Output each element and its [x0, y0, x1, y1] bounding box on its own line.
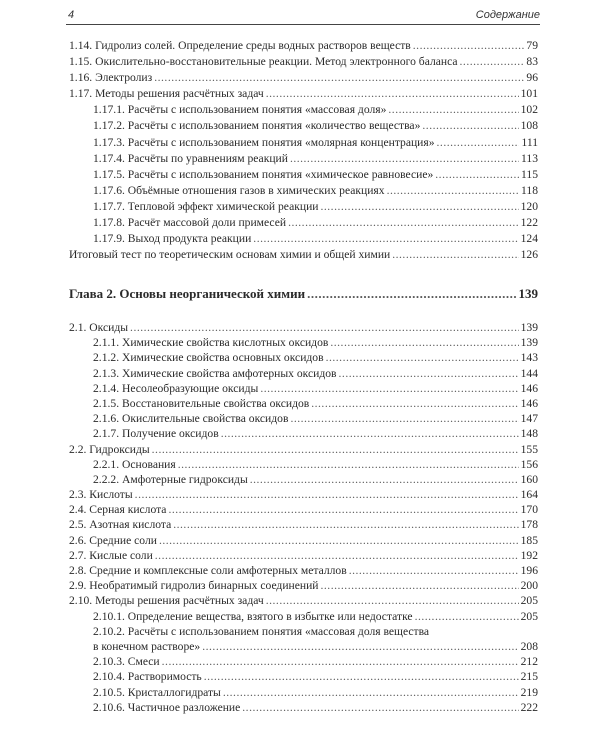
entry-title: 2.1.6. Окислительные свойства оксидов: [93, 412, 289, 426]
entry-title: 2.10.5. Кристаллогидраты: [93, 685, 221, 699]
toc-entry[interactable]: [69, 54, 538, 70]
toc-entry[interactable]: [69, 350, 538, 365]
entry-page: 96: [526, 71, 538, 85]
entry-title: 2.4. Серная кислота: [69, 503, 167, 517]
dot-leader: [242, 700, 518, 715]
toc-entry[interactable]: [69, 472, 538, 487]
entry-page: 178: [520, 518, 538, 532]
toc-entry[interactable]: [69, 335, 538, 350]
entry-title: 2.1.4. Несолеобразующие оксиды: [93, 381, 259, 395]
toc-entry[interactable]: [69, 609, 538, 624]
dot-leader: [155, 548, 519, 563]
toc-entry[interactable]: [69, 700, 538, 715]
dot-leader: [392, 247, 518, 263]
entry-page: 101: [520, 87, 538, 101]
toc-entry[interactable]: [69, 669, 538, 684]
entry-page: 113: [521, 151, 538, 165]
chapter-title: Глава 2. Основы неорганической химии: [69, 286, 306, 301]
entry-title: 2.2.1. Основания: [93, 457, 176, 471]
entry-page: 108: [520, 119, 538, 133]
toc-section-chapter1: [69, 38, 538, 263]
entry-title: 1.14. Гидролиз солей. Определение среды водных растворов веществ: [69, 39, 411, 52]
entry-page: 120: [520, 199, 538, 213]
dot-leader: [266, 86, 519, 102]
entry-title: 2.10.3. Смеси: [93, 655, 160, 669]
entry-title: 1.17.7. Тепловой эффект химической реакции: [93, 199, 319, 213]
entry-title: 2.1.3. Химические свойства амфотерных оксидов: [93, 366, 337, 380]
toc-entry[interactable]: [69, 135, 538, 151]
dot-leader: [253, 231, 518, 247]
dot-leader: [266, 593, 519, 608]
dot-leader: [159, 533, 519, 548]
toc-entry[interactable]: [69, 183, 538, 199]
entry-page: 156: [520, 457, 538, 471]
entry-page: 147: [520, 412, 538, 426]
entry-page: 185: [520, 533, 538, 547]
toc-entry[interactable]: [69, 151, 538, 167]
entry-page: 122: [520, 216, 538, 230]
entry-title: 2.1.2. Химические свойства основных оксидов: [93, 351, 324, 365]
toc-entry[interactable]: [69, 247, 538, 263]
entry-page: 164: [520, 488, 538, 502]
dot-leader: [290, 151, 519, 167]
entry-title: 2.3. Кислоты: [69, 488, 133, 502]
entry-title: 2.9. Необратимый гидролиз бинарных соединений: [69, 579, 319, 593]
dot-leader: [178, 457, 519, 472]
entry-page: 139: [520, 321, 538, 334]
dot-leader: [173, 517, 518, 532]
toc-entry[interactable]: [69, 685, 538, 700]
dot-leader: [288, 215, 519, 231]
entry-page: 215: [520, 670, 538, 684]
dot-leader: [168, 502, 518, 517]
dot-leader: [162, 654, 519, 669]
dot-leader: [437, 135, 520, 151]
entry-title: 2.10. Методы решения расчётных задач: [69, 594, 264, 608]
entry-page: 222: [520, 700, 538, 714]
entry-title: 1.16. Электролиз: [69, 71, 153, 85]
toc-entry[interactable]: [69, 381, 538, 396]
entry-title: 2.10.4. Растворимость: [93, 670, 202, 684]
entry-title: 1.17.1. Расчёты с использованием понятия «массовая доля»: [93, 103, 387, 117]
entry-title: Итоговый тест по теоретическим основам химии и общей химии: [69, 248, 391, 262]
entry-title: 2.1.1. Химические свойства кислотных оксидов: [93, 336, 329, 350]
dot-leader: [415, 609, 519, 624]
entry-page: 192: [520, 548, 538, 562]
entry-page: 205: [520, 594, 538, 608]
dot-leader: [349, 563, 519, 578]
dot-leader: [413, 38, 525, 54]
entry-page: 102: [520, 103, 538, 117]
dot-leader: [260, 381, 518, 396]
dot-leader: [202, 639, 518, 654]
running-title: Содержание: [475, 9, 540, 21]
dot-leader: [154, 70, 524, 86]
entry-title: в конечном растворе»: [93, 639, 201, 653]
toc-entry[interactable]: [69, 199, 538, 215]
toc-entry[interactable]: [69, 517, 538, 532]
entry-title: 2.10.1. Определение вещества, взятого в избытке или недостатке: [93, 609, 413, 623]
entry-page: 160: [520, 472, 538, 486]
toc-entry[interactable]: [69, 38, 538, 54]
dot-leader: [321, 578, 519, 593]
toc-entry[interactable]: [69, 548, 538, 563]
toc-entry[interactable]: [69, 411, 538, 426]
running-header: [66, 8, 540, 25]
toc-entry-line1[interactable]: [69, 624, 538, 639]
entry-page: 170: [520, 503, 538, 517]
dot-leader: [435, 167, 519, 183]
toc-entry[interactable]: [69, 487, 538, 502]
entry-title: 1.17.2. Расчёты с использованием понятия «количество вещества»: [93, 119, 421, 133]
toc-entry[interactable]: [69, 215, 538, 231]
entry-page: 115: [521, 167, 538, 181]
entry-page: 155: [520, 442, 538, 456]
entry-page: 118: [521, 183, 538, 197]
entry-page: 208: [520, 639, 538, 653]
entry-title: 1.17.6. Объёмные отношения газов в химических реакциях: [93, 183, 385, 197]
entry-page: 111: [521, 135, 538, 149]
entry-page: 205: [520, 609, 538, 623]
entry-page: 146: [520, 381, 538, 395]
entry-page: 143: [520, 351, 538, 365]
toc-entry[interactable]: [69, 70, 538, 86]
toc-entry[interactable]: [69, 442, 538, 457]
toc-entry[interactable]: [69, 502, 538, 517]
entry-title: 2.1.7. Получение оксидов: [93, 427, 219, 441]
dot-leader: [290, 411, 518, 426]
dot-leader: [250, 472, 519, 487]
toc-section-chapter2: [69, 320, 538, 715]
entry-title: 1.17.4. Расчёты по уравнениям реакций: [93, 151, 288, 165]
toc-entry[interactable]: [69, 320, 538, 335]
toc-entry[interactable]: [69, 639, 538, 654]
page-number: 4: [68, 9, 75, 21]
entry-title: 2.7. Кислые соли: [69, 548, 153, 562]
toc-entry[interactable]: [69, 396, 538, 411]
toc-entry[interactable]: [69, 563, 538, 578]
entry-title: 2.6. Средние соли: [69, 533, 157, 547]
entry-page: 196: [520, 564, 538, 577]
toc-entry[interactable]: [69, 118, 538, 134]
entry-title: 1.15. Окислительно-восстановительные реакции. Метод электронного баланса: [69, 55, 458, 69]
dot-leader: [460, 54, 525, 70]
entry-title: 2.2. Гидроксиды: [69, 442, 150, 456]
entry-page: 148: [520, 427, 538, 441]
entry-title: 2.1. Оксиды: [69, 321, 129, 334]
entry-title: 1.17.9. Выход продукта реакции: [93, 232, 252, 246]
entry-page: 212: [520, 655, 538, 669]
entry-page: 219: [520, 685, 538, 699]
entry-page: 124: [520, 232, 538, 246]
entry-page: 200: [520, 579, 538, 593]
entry-title: 2.8. Средние и комплексные соли амфотерных металлов: [69, 564, 347, 577]
dot-leader: [320, 199, 518, 215]
toc-entry[interactable]: [69, 366, 538, 381]
entry-page: 126: [520, 248, 538, 262]
entry-title: 2.1.5. Восстановительные свойства оксидов: [93, 396, 310, 410]
entry-page: 146: [520, 396, 538, 410]
entry-title: 1.17.8. Расчёт массовой доли примесей: [93, 216, 287, 230]
dot-leader: [387, 183, 519, 199]
toc-entry[interactable]: [69, 231, 538, 247]
entry-page: 79: [526, 39, 538, 52]
entry-page: 139: [520, 336, 538, 350]
dot-leader: [330, 335, 518, 350]
toc-entry[interactable]: [69, 167, 538, 183]
toc-chapter-heading[interactable]: [69, 286, 538, 302]
toc-entry[interactable]: [69, 533, 538, 548]
entry-title: 2.2.2. Амфотерные гидроксиды: [93, 472, 248, 486]
toc-entry[interactable]: [69, 86, 538, 102]
toc-entry[interactable]: [69, 426, 538, 441]
dot-leader: [152, 442, 519, 457]
dot-leader: [326, 350, 519, 365]
entry-title: 2.10.6. Частичное разложение: [93, 700, 241, 714]
dot-leader: [130, 320, 519, 335]
toc-entry[interactable]: [69, 457, 538, 472]
entry-title: 2.5. Азотная кислота: [69, 518, 172, 532]
toc-entry[interactable]: [69, 593, 538, 608]
dot-leader: [307, 286, 516, 302]
dot-leader: [135, 487, 519, 502]
dot-leader: [223, 685, 519, 700]
chapter-page: 139: [518, 286, 538, 301]
entry-page: 144: [520, 366, 538, 380]
entry-title: 1.17.5. Расчёты с использованием понятия «химическое равновесие»: [93, 167, 434, 181]
dot-leader: [388, 102, 518, 118]
dot-leader: [221, 426, 519, 441]
entry-title: 1.17. Методы решения расчётных задач: [69, 87, 264, 101]
entry-title: 2.10.2. Расчёты с использованием понятия «массовая доля вещества: [93, 624, 430, 638]
toc-entry[interactable]: [69, 102, 538, 118]
toc-entry[interactable]: [69, 654, 538, 669]
dot-leader: [339, 366, 519, 381]
entry-title: 1.17.3. Расчёты с использованием понятия «молярная концентрация»: [93, 135, 435, 149]
toc-entry[interactable]: [69, 578, 538, 593]
dot-leader: [204, 669, 519, 684]
dot-leader: [311, 396, 518, 411]
entry-page: 83: [526, 55, 538, 69]
dot-leader: [422, 118, 518, 134]
